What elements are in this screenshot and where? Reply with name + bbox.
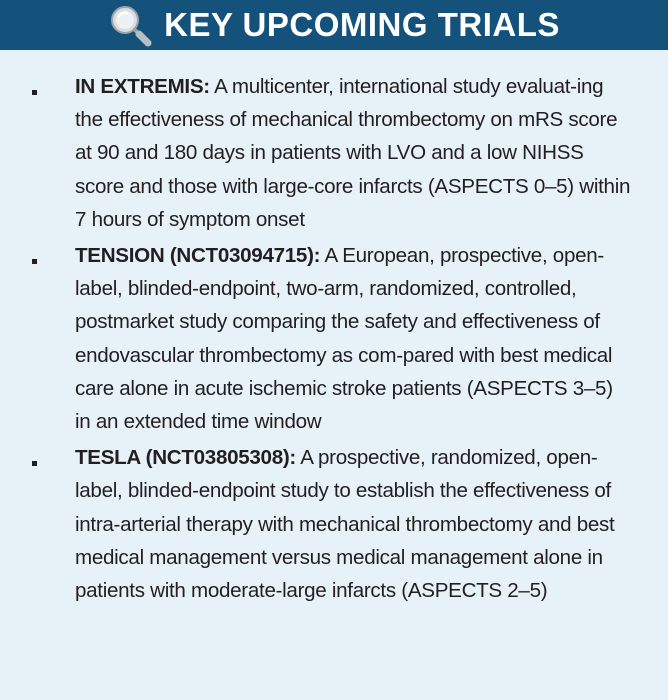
trial-item [0, 70, 668, 236]
trial-item [0, 441, 668, 607]
bullet [32, 461, 37, 466]
trial-name: TENSION (NCT03094715): [75, 244, 321, 268]
trial-name: TESLA (NCT03805308): [75, 446, 296, 470]
trial-description: A multicenter, international study evaluat-ing the effectiveness of mechanical thrombectomy on mRS score at 90 and 180 days in patients with LVO and a low NIHSS score and those with large-core infarcts (ASPECTS 0–5) within 7 hours of symptom onset [75, 75, 631, 231]
trial-description: A European, prospective, open-label, blinded-endpoint, two-arm, randomized, controlled, postmarket study comparing the safety and effectiveness of endovascular thrombectomy as com-pared with best medical care alone in acute ischemic stroke patients (ASPECTS 3–5) in an extended time window [75, 244, 613, 434]
magnifying-glass-icon [108, 3, 152, 47]
trial-description: A prospective, randomized, open-label, blinded-endpoint study to establish the effectiveness of intra-arterial therapy with mechanical thrombectomy and best medical management versus medical management alone in patients with moderate-large infarcts (ASPECTS 2–5) [75, 446, 615, 603]
panel-title: KEY UPCOMING TRIALS [164, 6, 560, 43]
trial-name: IN EXTREMIS: [75, 75, 210, 98]
panel-header [0, 0, 668, 50]
bullet [32, 90, 37, 95]
bullet [32, 259, 37, 264]
trials-list [0, 70, 668, 610]
header-content [108, 3, 560, 47]
trial-item [0, 239, 668, 438]
